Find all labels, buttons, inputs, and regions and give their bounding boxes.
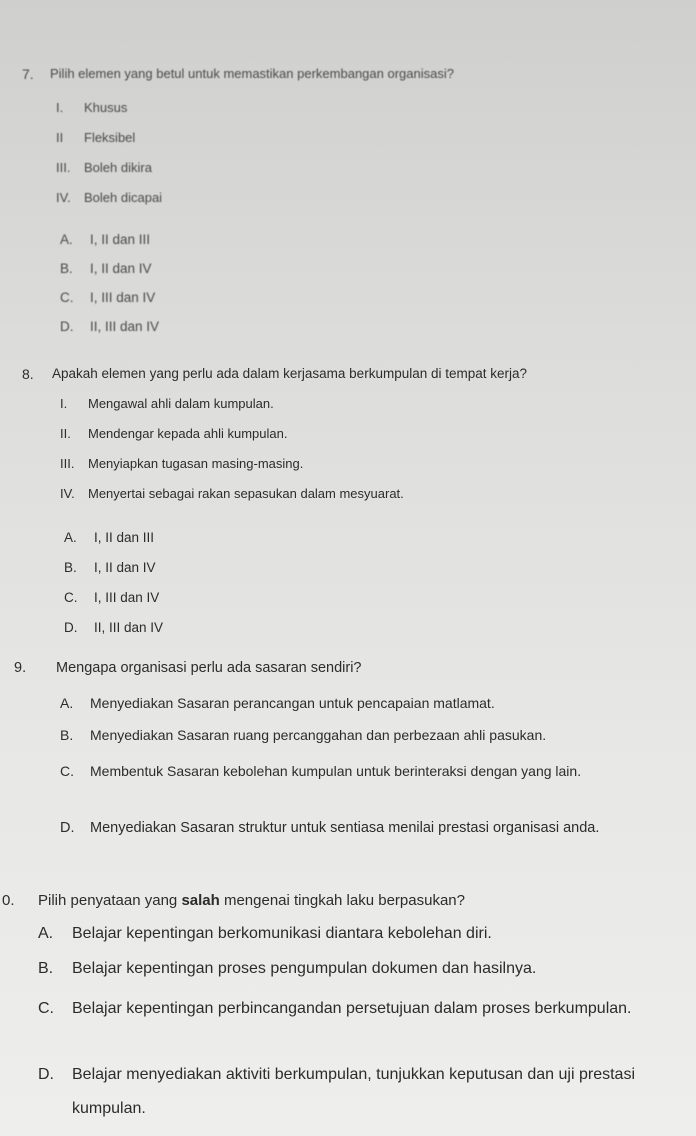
answer-option-b[interactable] bbox=[38, 960, 536, 978]
statement-item bbox=[60, 426, 287, 441]
option-text: II, III dan IV bbox=[94, 620, 164, 635]
statement-text: Mengawal ahli dalam kumpulan. bbox=[88, 396, 274, 411]
answer-option-a[interactable] bbox=[38, 925, 492, 943]
option-label: A. bbox=[38, 925, 54, 942]
answer-option-d[interactable] bbox=[38, 1058, 686, 1126]
answer-option-a[interactable] bbox=[60, 695, 495, 711]
question-text: Pilih penyataan yang salah mengenai tingkah laku berpasukan? bbox=[38, 892, 465, 909]
question-number: 0. bbox=[2, 892, 15, 909]
answer-option-d[interactable] bbox=[60, 319, 159, 334]
option-text: I, II dan IV bbox=[94, 560, 156, 575]
option-label: D. bbox=[60, 319, 74, 334]
option-label: B. bbox=[60, 727, 74, 743]
answer-option-d[interactable] bbox=[60, 813, 675, 843]
statement-label: I. bbox=[60, 396, 68, 411]
option-text: Menyediakan Sasaran struktur untuk sentiasa menilai prestasi organisasi anda. bbox=[90, 820, 600, 836]
answer-option-c[interactable] bbox=[60, 757, 675, 785]
answer-option-d[interactable] bbox=[64, 620, 163, 635]
option-text: Belajar kepentingan proses pengumpulan dokumen dan hasilnya. bbox=[72, 960, 537, 977]
statement-label: II. bbox=[60, 426, 71, 441]
statement-item bbox=[56, 100, 127, 115]
answer-option-a[interactable] bbox=[60, 232, 150, 247]
option-label: B. bbox=[64, 560, 77, 575]
statement-item bbox=[60, 396, 274, 411]
statement-label: III. bbox=[56, 160, 71, 175]
option-label: A. bbox=[60, 695, 74, 711]
option-text: Menyediakan Sasaran ruang percanggahan dan perbezaan ahli pasukan. bbox=[90, 727, 547, 743]
option-text: I, II dan III bbox=[94, 530, 155, 545]
option-label: D. bbox=[60, 820, 75, 836]
option-label: B. bbox=[60, 261, 73, 276]
statement-text: Boleh dikira bbox=[84, 160, 152, 175]
statement-label: IV. bbox=[56, 190, 71, 205]
statement-text: Boleh dicapai bbox=[84, 190, 163, 205]
statement-text: Khusus bbox=[84, 100, 128, 115]
option-text: Membentuk Sasaran kebolehan kumpulan untuk berinteraksi dengan yang lain. bbox=[90, 763, 582, 779]
statement-item bbox=[56, 160, 152, 175]
option-label: A. bbox=[60, 232, 73, 247]
question-number: 8. bbox=[22, 366, 34, 382]
answer-option-b[interactable] bbox=[60, 261, 152, 276]
answer-option-c[interactable] bbox=[38, 992, 686, 1025]
question-number: 9. bbox=[14, 660, 27, 676]
answer-option-c[interactable] bbox=[64, 590, 159, 605]
answer-option-b[interactable] bbox=[60, 727, 546, 743]
option-text: Belajar kepentingan perbincangandan persetujuan dalam proses berkumpulan. bbox=[72, 1000, 632, 1017]
statement-text: Mendengar kepada ahli kumpulan. bbox=[88, 426, 288, 441]
answer-option-a[interactable] bbox=[64, 530, 154, 545]
option-label: D. bbox=[64, 620, 78, 635]
question-text: Pilih elemen yang betul untuk memastikan perkembangan organisasi? bbox=[50, 66, 454, 81]
statement-item bbox=[60, 486, 404, 501]
statement-label: IV. bbox=[60, 486, 75, 501]
statement-label: II bbox=[56, 130, 64, 145]
option-text: Belajar menyediakan aktiviti berkumpulan, tunjukkan keputusan dan uji prestasi kumpulan. bbox=[72, 1066, 635, 1117]
statement-item bbox=[56, 190, 162, 205]
option-label: C. bbox=[64, 590, 78, 605]
statement-item bbox=[56, 130, 135, 145]
option-label: C. bbox=[38, 1000, 54, 1017]
option-text: Menyediakan Sasaran perancangan untuk pencapaian matlamat. bbox=[90, 695, 495, 711]
statement-text: Menyertai sebagai rakan sepasukan dalam mesyuarat. bbox=[88, 486, 404, 501]
answer-option-c[interactable] bbox=[60, 290, 155, 305]
statement-label: I. bbox=[56, 100, 64, 115]
option-label: D. bbox=[38, 1066, 54, 1083]
question-text: Mengapa organisasi perlu ada sasaran sendiri? bbox=[56, 660, 362, 676]
option-text: I, II dan III bbox=[90, 232, 151, 247]
statement-text: Menyiapkan tugasan masing-masing. bbox=[88, 456, 304, 471]
emphasis-word: salah bbox=[181, 892, 220, 909]
option-label: C. bbox=[60, 763, 74, 779]
statement-label: III. bbox=[60, 456, 75, 471]
option-label: A. bbox=[64, 530, 77, 545]
statement-text: Fleksibel bbox=[84, 130, 136, 145]
option-text: Belajar kepentingan berkomunikasi diantara kebolehan diri. bbox=[72, 925, 492, 942]
option-text: I, III dan IV bbox=[94, 590, 160, 605]
option-text: I, II dan IV bbox=[90, 261, 152, 276]
option-text: I, III dan IV bbox=[90, 290, 156, 305]
option-label: B. bbox=[38, 960, 54, 977]
option-text: II, III dan IV bbox=[90, 319, 160, 334]
question-text: Apakah elemen yang perlu ada dalam kerjasama berkumpulan di tempat kerja? bbox=[52, 366, 528, 381]
answer-option-b[interactable] bbox=[64, 560, 156, 575]
question-number: 7. bbox=[22, 66, 34, 82]
option-label: C. bbox=[60, 290, 74, 305]
statement-item bbox=[60, 456, 303, 471]
